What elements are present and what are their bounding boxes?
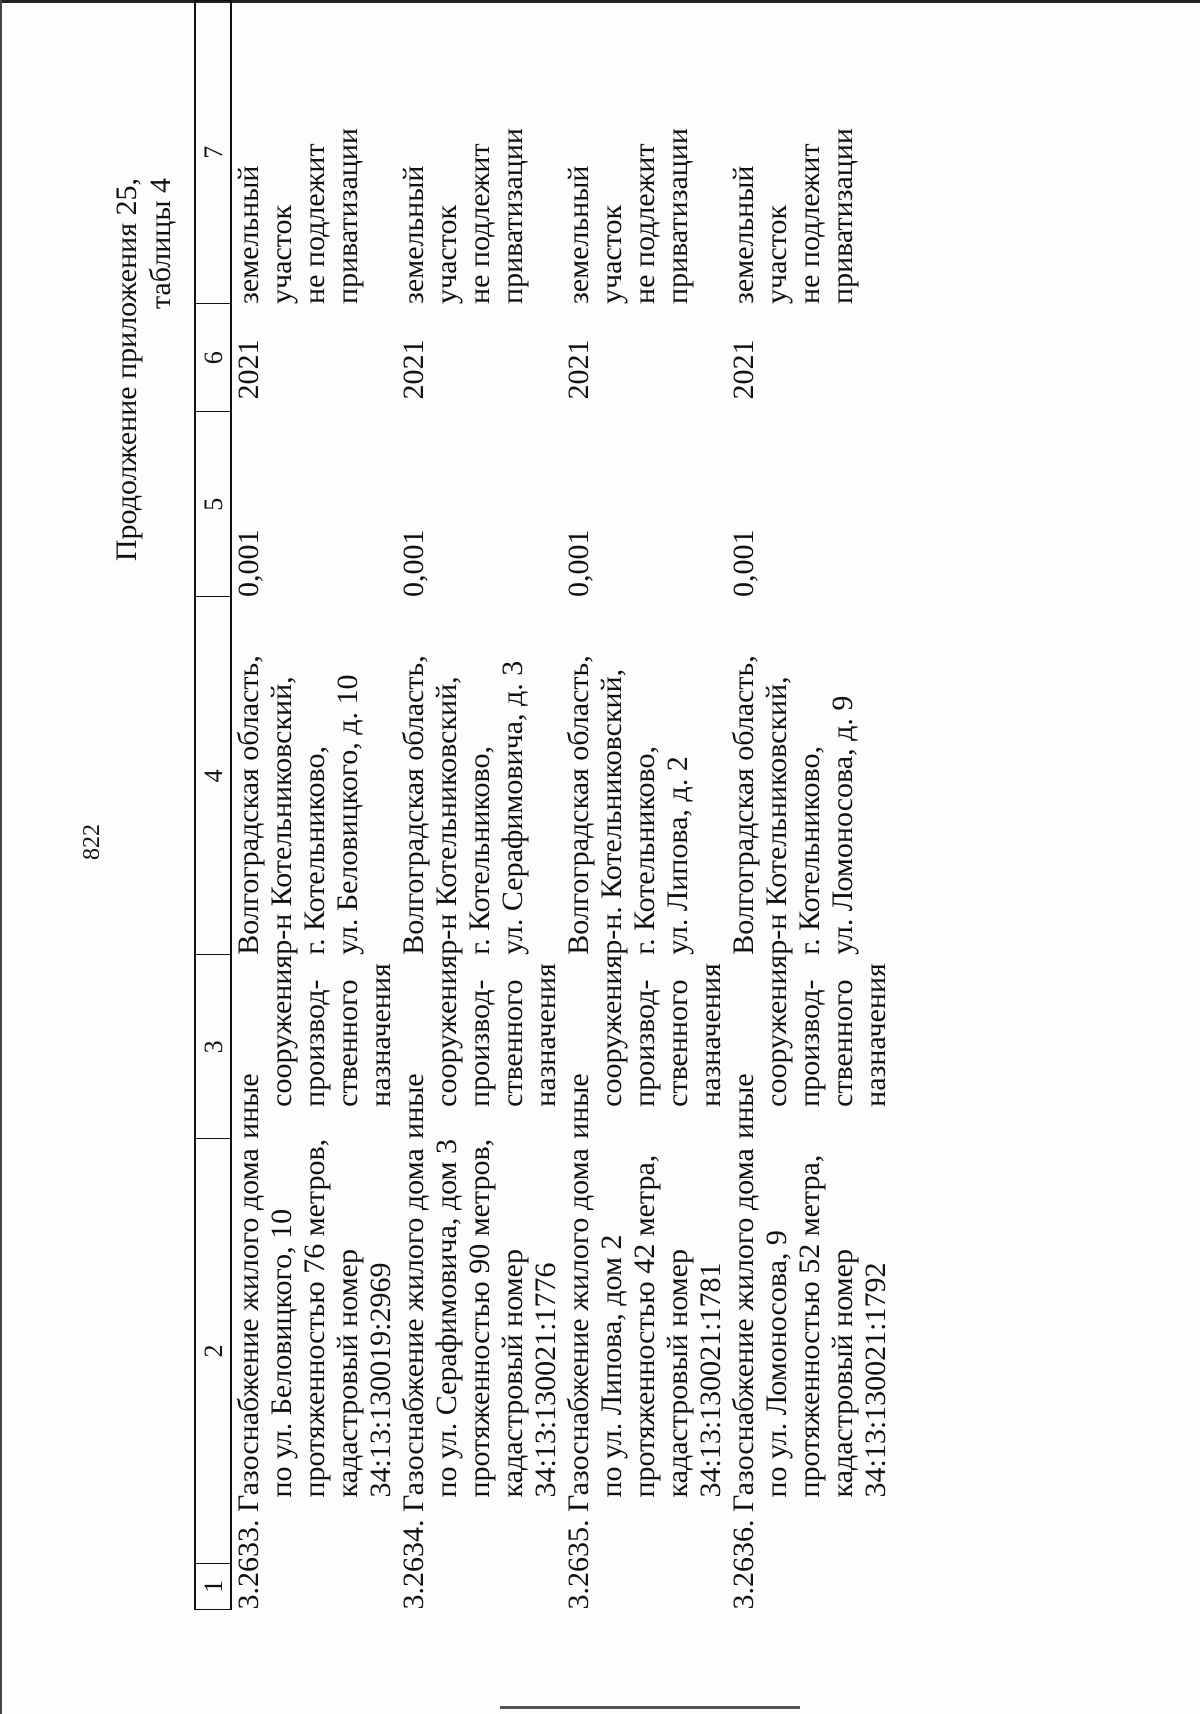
- note-cell-line: приватизации: [826, 128, 859, 304]
- item-description-line: по ул. Липова, дом 2: [595, 1234, 628, 1498]
- value-cell: [231, 412, 397, 597]
- object-type-cell: [397, 955, 562, 1139]
- note-cell-line: приватизации: [661, 128, 694, 304]
- object-type-cell-line: производ-: [793, 979, 826, 1107]
- column-header: 6: [195, 304, 231, 412]
- year-cell: [727, 304, 892, 412]
- address-cell-line: р-н Котельниковский,: [265, 676, 298, 955]
- object-type-cell-line: иные: [397, 1073, 430, 1139]
- note-cell-line: участок: [760, 204, 793, 304]
- item-description-line: по ул. Беловицкого, 10: [265, 1208, 298, 1498]
- table-row: [562, 1, 727, 1610]
- value-cell: [562, 412, 727, 597]
- object-type-cell-line: ственного: [826, 979, 859, 1107]
- item-description-line: 34:13:130021:1776: [529, 1262, 562, 1498]
- item-description-text: Газоснабжение жилого дома: [232, 1148, 265, 1512]
- column-header: 2: [195, 1139, 231, 1563]
- note-cell-line: участок: [430, 204, 463, 304]
- year-cell-value: 2021: [232, 339, 265, 400]
- note-cell-line: земельный: [397, 165, 430, 304]
- object-type-cell-line: назначения: [364, 963, 397, 1107]
- table-row: [397, 1, 562, 1610]
- object-type-cell-line: иные: [232, 1073, 265, 1139]
- object-type-cell-line: ственного: [331, 979, 364, 1107]
- item-number: 3.2635.: [562, 1519, 595, 1610]
- address-cell-line: р-н. Котельниковский,: [595, 668, 628, 955]
- item-description-line: протяженностью 76 метров,: [298, 1138, 331, 1498]
- year-cell: [231, 304, 397, 412]
- note-cell: [562, 1, 727, 304]
- item-description-cell: [231, 1139, 397, 1610]
- item-description-line: кадастровый номер: [826, 1249, 859, 1498]
- object-type-cell-line: производ-: [298, 979, 331, 1107]
- page-number: 822: [79, 824, 105, 860]
- item-description-line: по ул. Серафимовича, дом 3: [430, 1139, 463, 1498]
- item-description-line: протяженностью 52 метра,: [793, 1154, 826, 1498]
- address-cell-line: г. Котельниково,: [298, 746, 331, 955]
- note-cell-line: участок: [595, 204, 628, 304]
- continuation-line: таблицы 4: [144, 178, 177, 310]
- note-cell-line: приватизации: [496, 128, 529, 304]
- object-type-cell-line: сооружения: [430, 954, 463, 1107]
- item-description-line: протяженностью 90 метров,: [463, 1138, 496, 1498]
- object-type-cell-line: сооружения: [760, 954, 793, 1107]
- object-type-cell-line: ственного: [661, 979, 694, 1107]
- address-cell-line: ул. Ломоносова, д. 9: [826, 695, 859, 955]
- item-description-text: Газоснабжение жилого дома: [562, 1148, 595, 1512]
- note-cell-line: земельный: [727, 165, 760, 304]
- note-cell-line: земельный: [562, 165, 595, 304]
- object-type-cell: [727, 955, 892, 1139]
- note-cell: [397, 1, 562, 304]
- year-cell-value: 2021: [562, 339, 595, 400]
- note-cell-line: не подлежит: [628, 143, 661, 304]
- item-number: 3.2634.: [397, 1519, 430, 1610]
- item-description-line: 34:13:130021:1792: [859, 1262, 892, 1498]
- continuation-line: Продолжение приложения 25,: [110, 178, 143, 562]
- address-cell-line: р-н Котельниковский,: [430, 676, 463, 955]
- note-cell-line: не подлежит: [463, 143, 496, 304]
- year-cell: [562, 304, 727, 412]
- item-description-line: кадастровый номер: [331, 1249, 364, 1498]
- item-description-line: 34:13:130019:2969: [364, 1262, 397, 1498]
- item-number: 3.2636.: [727, 1519, 760, 1610]
- continuation-note: [110, 178, 178, 561]
- value-cell: [727, 412, 892, 597]
- object-type-cell-line: назначения: [694, 963, 727, 1107]
- item-number: 3.2633.: [232, 1519, 265, 1610]
- table-header-row: [195, 1, 231, 1610]
- note-cell-line: участок: [265, 204, 298, 304]
- note-cell: [727, 1, 892, 304]
- object-type-cell-line: производ-: [463, 979, 496, 1107]
- object-type-cell-line: иные: [727, 1073, 760, 1139]
- value-cell: [397, 412, 562, 597]
- item-description-cell: [562, 1139, 727, 1610]
- object-type-cell-line: иные: [562, 1073, 595, 1139]
- item-title: [232, 1139, 265, 1610]
- column-header: 3: [195, 955, 231, 1139]
- value-cell-value: 0,001: [562, 529, 595, 597]
- object-type-cell: [562, 955, 727, 1139]
- value-cell-value: 0,001: [232, 529, 265, 597]
- item-description-line: кадастровый номер: [496, 1249, 529, 1498]
- address-cell-line: Волгоградская область,: [397, 655, 430, 955]
- value-cell-value: 0,001: [397, 529, 430, 597]
- object-type-cell: [231, 955, 397, 1139]
- object-type-cell-line: назначения: [529, 963, 562, 1107]
- address-cell-line: р-н Котельниковский,: [760, 676, 793, 955]
- column-header: 5: [195, 412, 231, 597]
- address-cell: [231, 597, 397, 955]
- note-cell-line: приватизации: [331, 128, 364, 304]
- item-description-line: протяженностью 42 метра,: [628, 1154, 661, 1498]
- year-cell-value: 2021: [727, 339, 760, 400]
- value-cell-value: 0,001: [727, 529, 760, 597]
- year-cell: [397, 304, 562, 412]
- address-cell: [562, 597, 727, 955]
- item-description-line: кадастровый номер: [661, 1249, 694, 1498]
- item-description-cell: [397, 1139, 562, 1610]
- address-cell: [397, 597, 562, 955]
- note-cell-line: не подлежит: [298, 143, 331, 304]
- column-header: 7: [195, 1, 231, 304]
- item-description-line: по ул. Ломоносова, 9: [760, 1230, 793, 1498]
- object-type-cell-line: ственного: [496, 979, 529, 1107]
- address-cell-line: ул. Липова, д. 2: [661, 756, 694, 955]
- address-cell-line: Волгоградская область,: [232, 655, 265, 955]
- object-type-cell-line: сооружения: [595, 954, 628, 1107]
- column-header: 1: [195, 1563, 231, 1609]
- item-description-text: Газоснабжение жилого дома: [727, 1148, 760, 1512]
- note-cell-line: не подлежит: [793, 143, 826, 304]
- item-description-cell: [727, 1139, 892, 1610]
- object-type-cell-line: назначения: [859, 963, 892, 1107]
- address-cell-line: г. Котельниково,: [628, 746, 661, 955]
- item-title: [727, 1139, 760, 1610]
- note-cell: [231, 1, 397, 304]
- column-header: 4: [195, 597, 231, 955]
- address-cell-line: ул. Серафимовича, д. 3: [496, 660, 529, 955]
- year-cell-value: 2021: [397, 339, 430, 400]
- table-row: [727, 1, 892, 1610]
- object-type-cell-line: сооружения: [265, 954, 298, 1107]
- item-description-text: Газоснабжение жилого дома: [397, 1148, 430, 1512]
- address-cell: [727, 597, 892, 955]
- address-cell-line: г. Котельниково,: [463, 746, 496, 955]
- address-cell-line: Волгоградская область,: [727, 655, 760, 955]
- item-title: [397, 1139, 430, 1610]
- address-cell-line: г. Котельниково,: [793, 746, 826, 955]
- item-title: [562, 1139, 595, 1610]
- note-cell-line: земельный: [232, 165, 265, 304]
- item-description-line: 34:13:130021:1781: [694, 1262, 727, 1498]
- address-cell-line: ул. Беловицкого, д. 10: [331, 674, 364, 955]
- object-type-cell-line: производ-: [628, 979, 661, 1107]
- property-table: [194, 0, 892, 1610]
- address-cell-line: Волгоградская область,: [562, 655, 595, 955]
- table-row: [231, 1, 397, 1610]
